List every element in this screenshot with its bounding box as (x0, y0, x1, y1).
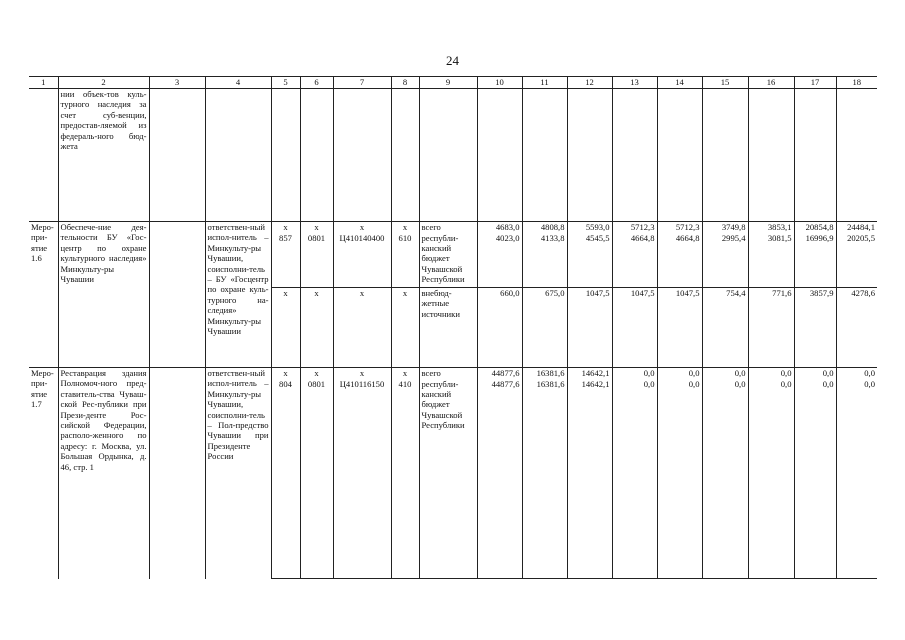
measure-title: Реставрация здания Полномоч-ного пред-ставитель-ства Чуваш-ской Рес-публики при Прези-денте Рос-сийской Федерации, располо-женного по адресу: г. Москва, ул. Большая Ордынка, д. 46, стр. 1 (58, 368, 149, 579)
table-cell: x (391, 222, 419, 233)
table-cell (419, 89, 477, 222)
table-cell (522, 89, 567, 222)
value-cell: 0,0 (702, 379, 748, 579)
table-cell: 0801 (300, 379, 333, 579)
table-cell (612, 89, 657, 222)
funding-source: всего (419, 368, 477, 379)
value-cell: 0,0 (702, 368, 748, 379)
value-cell: 20854,8 (794, 222, 836, 233)
value-cell: 0,0 (794, 379, 836, 579)
table-cell (567, 89, 612, 222)
table-row (29, 222, 877, 233)
value-cell: 0,0 (748, 379, 794, 579)
table-cell (149, 222, 205, 368)
value-cell: 4683,0 (477, 222, 522, 233)
value-cell: 771,6 (748, 288, 794, 368)
table-cell (205, 89, 271, 222)
table-row (29, 368, 877, 379)
funding-source: республи-канский бюджет Чувашской Республики (419, 379, 477, 579)
table-cell: x (391, 368, 419, 379)
measure-number: Меро-при-ятие 1.6 (29, 222, 58, 368)
table-cell (391, 89, 419, 222)
column-number: 5 (271, 77, 300, 89)
value-cell: 4808,8 (522, 222, 567, 233)
value-cell: 4133,8 (522, 233, 567, 288)
value-cell: 5712,3 (657, 222, 702, 233)
table-cell: 857 (271, 233, 300, 288)
value-cell: 3857,9 (794, 288, 836, 368)
page-number: 24 (446, 53, 459, 68)
table-cell: 0801 (300, 233, 333, 288)
column-number: 17 (794, 77, 836, 89)
table-cell: x (391, 288, 419, 368)
value-cell: 1047,5 (567, 288, 612, 368)
column-number: 2 (58, 77, 149, 89)
table-cell: 804 (271, 379, 300, 579)
value-cell: 44877,6 (477, 368, 522, 379)
table-cell (657, 89, 702, 222)
value-cell: 16996,9 (794, 233, 836, 288)
value-cell: 0,0 (748, 368, 794, 379)
value-cell: 0,0 (612, 379, 657, 579)
value-cell: 675,0 (522, 288, 567, 368)
column-number: 16 (748, 77, 794, 89)
value-cell: 24484,1 (836, 222, 877, 233)
value-cell: 5712,3 (612, 222, 657, 233)
table-cell: x (271, 288, 300, 368)
value-cell: 754,4 (702, 288, 748, 368)
value-cell: 1047,5 (657, 288, 702, 368)
value-cell: 0,0 (612, 368, 657, 379)
table-cell: 410 (391, 379, 419, 579)
column-number: 11 (522, 77, 567, 89)
table-cell (300, 89, 333, 222)
column-number: 8 (391, 77, 419, 89)
funding-source: всего (419, 222, 477, 233)
measure-title: Обеспече-ние дея-тельности БУ «Гос-центр по охране культурного наследия» Минкульту-ры Чувашии (58, 222, 149, 368)
column-number: 6 (300, 77, 333, 89)
table-cell: x (271, 222, 300, 233)
table-cell: x (333, 288, 391, 368)
value-cell: 3749,8 (702, 222, 748, 233)
table-cell (477, 89, 522, 222)
column-number: 3 (149, 77, 205, 89)
column-number: 18 (836, 77, 877, 89)
table-cell (149, 368, 205, 579)
measure-title: нии объек-тов куль-турного наследия за счет суб-венции, предостав-ляемой из федераль-ного бюд-жета (58, 89, 149, 222)
value-cell: 20205,5 (836, 233, 877, 288)
column-number-row (29, 77, 877, 89)
funding-source: внебюд-жетные источники (419, 288, 477, 368)
table-cell: x (333, 368, 391, 379)
responsible-executor: ответствен-ный испол-нитель – Минкульту-ры Чувашии, соисполни-тель – Пол-предство Чувашии при Президенте России (205, 368, 271, 579)
column-number: 9 (419, 77, 477, 89)
value-cell: 2995,4 (702, 233, 748, 288)
value-cell: 14642,1 (567, 368, 612, 379)
value-cell: 0,0 (657, 379, 702, 579)
value-cell: 4664,8 (612, 233, 657, 288)
column-number: 14 (657, 77, 702, 89)
value-cell: 3081,5 (748, 233, 794, 288)
column-number: 4 (205, 77, 271, 89)
table-cell: x (300, 368, 333, 379)
value-cell: 5593,0 (567, 222, 612, 233)
column-number: 10 (477, 77, 522, 89)
table-cell (29, 89, 58, 222)
table-cell (271, 89, 300, 222)
column-number: 13 (612, 77, 657, 89)
budget-table (29, 76, 877, 579)
table-cell: x (300, 288, 333, 368)
value-cell: 4664,8 (657, 233, 702, 288)
value-cell: 16381,6 (522, 379, 567, 579)
table-cell: 610 (391, 233, 419, 288)
table-cell (836, 89, 877, 222)
value-cell: 660,0 (477, 288, 522, 368)
table-cell: Ц410116150 (333, 379, 391, 579)
value-cell: 4545,5 (567, 233, 612, 288)
value-cell: 0,0 (657, 368, 702, 379)
value-cell: 4278,6 (836, 288, 877, 368)
table-cell: x (271, 368, 300, 379)
value-cell: 3853,1 (748, 222, 794, 233)
continuation-row (29, 89, 877, 222)
table-cell: Ц410140400 (333, 233, 391, 288)
funding-source: республи-канский бюджет Чувашской Республики (419, 233, 477, 288)
table-cell (794, 89, 836, 222)
table-cell (149, 89, 205, 222)
column-number: 12 (567, 77, 612, 89)
table-cell (748, 89, 794, 222)
value-cell: 1047,5 (612, 288, 657, 368)
value-cell: 4023,0 (477, 233, 522, 288)
value-cell: 0,0 (794, 368, 836, 379)
table-cell: x (333, 222, 391, 233)
table-cell (702, 89, 748, 222)
measure-number: Меро-при-ятие 1.7 (29, 368, 58, 579)
column-number: 15 (702, 77, 748, 89)
value-cell: 14642,1 (567, 379, 612, 579)
table-cell (333, 89, 391, 222)
table-cell: x (300, 222, 333, 233)
value-cell: 44877,6 (477, 379, 522, 579)
value-cell: 0,0 (836, 368, 877, 379)
value-cell: 16381,6 (522, 368, 567, 379)
column-number: 7 (333, 77, 391, 89)
column-number: 1 (29, 77, 58, 89)
responsible-executor: ответствен-ный испол-нитель – Минкульту-ры Чувашии, соисполни-тель – БУ «Госцентр по охране куль-турного на-следия» Минкульту-ры Чувашии (205, 222, 271, 368)
value-cell: 0,0 (836, 379, 877, 579)
